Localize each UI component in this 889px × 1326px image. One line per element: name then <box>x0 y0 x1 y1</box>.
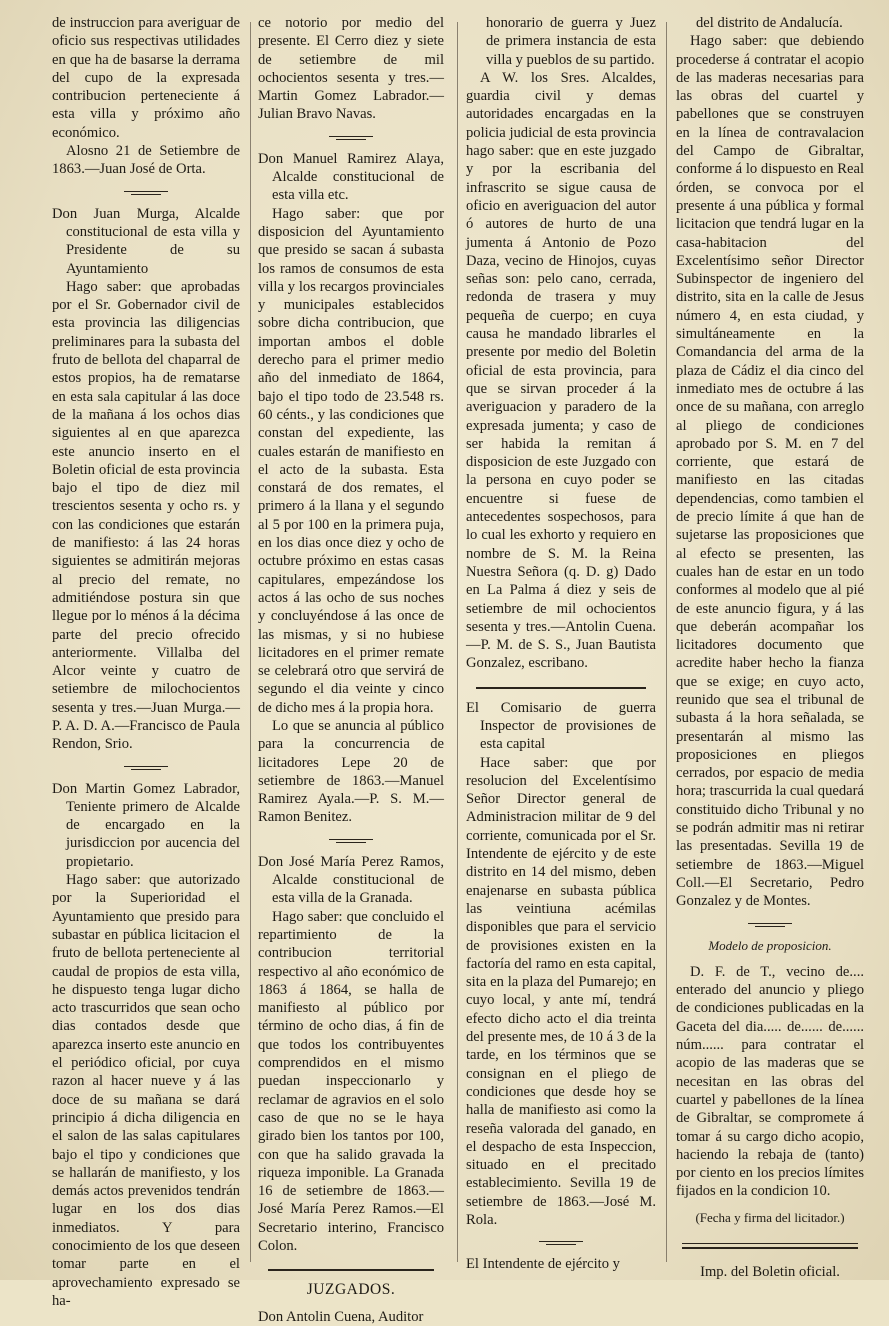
paragraph: Hago saber: que por disposicion del Ayuntamiento que presido se sacan á subasta los ramos de consumos de esta villa y los recargos provinciales y municipales establecidos sobre dicha contribucion, que importan ambos el doble derecho para el primer medio año del inmediato de 1864, bajo el tipo todo de 23.548 rs. 60 cénts., y las condiciones que constan del expediente, las cuales estarán de manifiesto en el acto de la subasta. Esta constará de dos remates, el primero á la llana y el segundo al 5 por 100 en la primera puja, en los dias once diez y ocho de octubre próximo en estas casas capitulares, empezándose los actos á las ocho de sus noches y concluyéndose á las once de las mismas, y si no hubiese licitadores en el primer remate se celebrará otro que servirá de segundo el dia veinte y cinco de dicho mes á la propia hora. <box>258 205 444 716</box>
paragraph: del distrito de Andalucía. <box>696 15 843 31</box>
section-rule <box>476 687 646 689</box>
column-1 <box>52 14 240 1310</box>
paragraph: Hago saber: que autorizado por la Superioridad el Ayuntamiento que presido para subastar en pública licitacion el fruto de bellota perteneciente al caudal de propios de esta villa, he dispuesto tenga lugar dicho acto trascurridos que sean ocho dias contados desde que aparezca inserto este anuncio en el periódico oficial, por cuya razon al hacer nueve y á las doce de su mañana se dará principio á dicha diligencia en el salon de las salas capitulares bajo el tipo y condiciones que se hallarán de manifiesto, y los demás actos prevenidos tendrán lugar en los dos dias inmediatos. Y para conocimiento de los que deseen tomar parte en el aprovechamiento expresado se ha- <box>52 872 240 1309</box>
paragraph: Hago saber: que concluido el repartimiento de la contribucion territorial respectivo al año económico de 1863 á 1864, se halla de manifiesto al público por término de ocho dias, á fin de que todos los contribuyentes comprendidos en el mismo puedan inspeccionarlo y reclamar de agravios en el solo caso de que no se le haya girado bien los tantos por 100, con que ha salido gravada la riqueza imponible. La Granada 16 de setiembre de 1863.—José María Perez Ramos.—El Secretario interino, Francisco Colon. <box>258 908 444 1254</box>
column-divider <box>666 22 667 1262</box>
column-4 <box>676 14 864 1281</box>
paragraph: ce notorio por medio del presente. El Cerro diez y siete de setiembre de mil ochocientos sesenta y tres.—Martin Gomez Labrador.—Julian Bravo Navas. <box>258 15 444 123</box>
separator <box>329 839 373 843</box>
notice-heading: Don José María Perez Ramos, Alcalde constitucional de esta villa de la Granada. <box>258 853 444 907</box>
paragraph: de instruccion para averiguar de oficio sus respectivas utilidades en que ha de basarse la derrama del cupo de la expresada contribucion perteneciente á esta villa y próximo año económico. <box>52 15 240 141</box>
paragraph: Alosno 21 de Setiembre de 1863.—Juan José de Orta. <box>52 143 240 178</box>
paragraph: Hago saber: que debiendo procederse á contratar el acopio de las maderas necesarias para las obras del cuartel y pabellones que se construyen en la línea de contravalacion del Campo de Gibraltar, conforme á lo dispuesto en Real órden, se convoca por el presente á una pública y formal licitacion que tendrá lugar en la casa-habitacion del Excelentísimo señor Director Subinspector de ingeniero del distrito, sita en la calle de Jesus número 4, en esta ciudad, y simultáneamente en la Comandancia del arma de la plaza de Cádiz el dia cinco del inmediato mes de octubre á las once de su mañana, con arreglo al pliego de condiciones aprobado por S. M. en 7 del corriente, que estará de manifiesto en las citadas dependencias, como tambien el de precio límite á que han de sujetarse las proposiciones que al efecto se presenten, las cuales han de estar en un todo conformes al modelo que al pié de este anuncio figura, y á las que deberán acompañar los licitadores documento que acredite haber hecho la fianza que se exige; en cuyo acto, reunido que sea el tribunal de subasta á la hora señalada, se presentarán al mismo las proposiciones en pliegos cerrados, por espacio de media hora; trascurrida la cual quedará constituido dicho Tribunal y no se podrán admitir mas ni retirar las presentadas. Sevilla 19 de setiembre de 1863.—Miguel Coll.—El Secretario, Pedro Gonzalez y de Montes. <box>676 33 864 910</box>
column-divider <box>250 22 251 1262</box>
separator <box>539 1241 583 1245</box>
separator <box>748 923 792 927</box>
separator <box>124 766 168 770</box>
column-2 <box>258 14 444 1326</box>
notice-heading: Don Juan Murga, Alcalde constitucional de esta villa y Presidente de su Ayuntamiento <box>52 205 240 277</box>
column-divider <box>457 22 458 1262</box>
imprint: Imp. del Boletin oficial. <box>700 1264 840 1280</box>
separator <box>329 136 373 140</box>
notice-heading: Don Antolin Cuena, Auditor <box>258 1308 424 1325</box>
section-rule <box>268 1269 434 1271</box>
separator <box>124 191 168 195</box>
section-rule <box>682 1243 858 1244</box>
model-heading: Modelo de proposicion. <box>708 937 832 953</box>
paragraph: D. F. de T., vecino de.... enterado del anuncio y pliego de condiciones publicadas en la Gaceta del dia..... de...... de...... núm...... para contratar el acopio de las maderas que se necesitan en las obras del cuartel y pabellones de la línea de Gibraltar, se compromete á tomar á su cargo dicho acopio, haciendo la rebaja de (tanto) por ciento en los precios límites fijados en la condicion 10. <box>676 963 864 1200</box>
column-3 <box>466 14 656 1274</box>
section-rule <box>682 1247 858 1249</box>
paragraph: Hago saber: que aprobadas por el Sr. Gobernador civil de esta provincia las diligencias preliminares para la subasta del fruto de bellota del chaparral de estos propios, ha de rematarse en esta sala capitular á las doce de la mañana á los ochos dias siguientes al en que aparezca este anuncio inserto en el Boletin oficial de esta provincia bajo el tipo de diez mil trescientos sesenta y ocho rs. y con las condiciones que estarán de manifiesto: á las 24 horas siguientes se admitirán mejoras al precio del remate, no admitiéndose postura sin que llegue por lo ménos á la décima parte del precio ofrecido anteriormente. Villalba del Alcor veinte y cuatro de setiembre de milochocientos sesenta y tres.—Juan Murga.—P. A. D. A.—Francisco de Paula Rendon, Srio. <box>52 278 240 753</box>
paragraph: A W. los Sres. Alcaldes, guardia civil y demas autoridades encargadas en la policia judicial de esta provincia hago saber: que en este juzgado y por la escribania del infrascrito se sigue causa de oficio en averiguacion del autor ó autores de hurto de una jumenta á Antonio de Pozo Daza, vecino de Hinojos, cuyas señas son: pelo cano, cerrada, redonda de trasera y muy pequeña de cuerpo; en cuya causa he mandado librarles el presente por medio del Boletin oficial de esta provincia, para que se sirvan proceder á la averiguacion y paradero de la expresada jumenta; y caso de ser habida la remitan á disposicion de este Juzgado con la persona en cuyo poder se encuentre si fuese de antecedentes sospechosos, para lo cual les exhorto y requiero en nombre de S. M. la Reina Nuestra Señora (q. D. g) Dado en La Palma á diez y seis de setiembre de mil ochocientos sesenta y tres.—Antolin Cuena.—P. M. de S. S., Juan Bautista Gonzalez, escribano. <box>466 69 656 672</box>
notice-heading: El Intendente de ejército y <box>466 1256 620 1273</box>
paragraph: honorario de guerra y Juez de primera instancia de esta villa y pueblos de su partido. <box>486 15 656 68</box>
notice-heading: Don Martin Gomez Labrador, Teniente primero de Alcalde de encargado en la jurisdiccion por aucencia del propietario. <box>52 780 240 870</box>
notice-heading: El Comisario de guerra Inspector de provisiones de esta capital <box>466 699 656 753</box>
section-title: JUZGADOS. <box>306 1281 396 1299</box>
signature-note: (Fecha y firma del licitador.) <box>695 1209 845 1225</box>
notice-heading: Don Manuel Ramirez Alaya, Alcalde constitucional de esta villa etc. <box>258 150 444 204</box>
paragraph: Hace saber: que por resolucion del Excelentísimo Señor Director general de Administracion militar de 9 del corriente, comunicada por el Sr. Intendente de ejército y de este distrito en 14 del mismo, deben enajenarse en subasta pública las veintiuna acémilas disponibles que para el servicio de provisiones existen en la factoría del ramo en esta capital, sita en la plaza del Pumarejo; en cuyo local, y ante mí, tendrá efecto dicho acto el dia treinta del presente mes, de 10 á 3 de la tarde, en los términos que se consignan en el pliego de condiciones que desde hoy se halla de manifiesto asi como la reseña valorada del ganado, en el despacho de esta Inspeccion, situado en el precitado establecimiento. Sevilla 19 de setiembre de 1863.—José M. Rola. <box>466 754 656 1228</box>
paragraph: Lo que se anuncia al público para la concurrencia de licitadores Lepe 20 de setiembre de 1863.—Manuel Ramirez Ayala.—P. S. M.—Ramon Benitez. <box>258 717 444 826</box>
